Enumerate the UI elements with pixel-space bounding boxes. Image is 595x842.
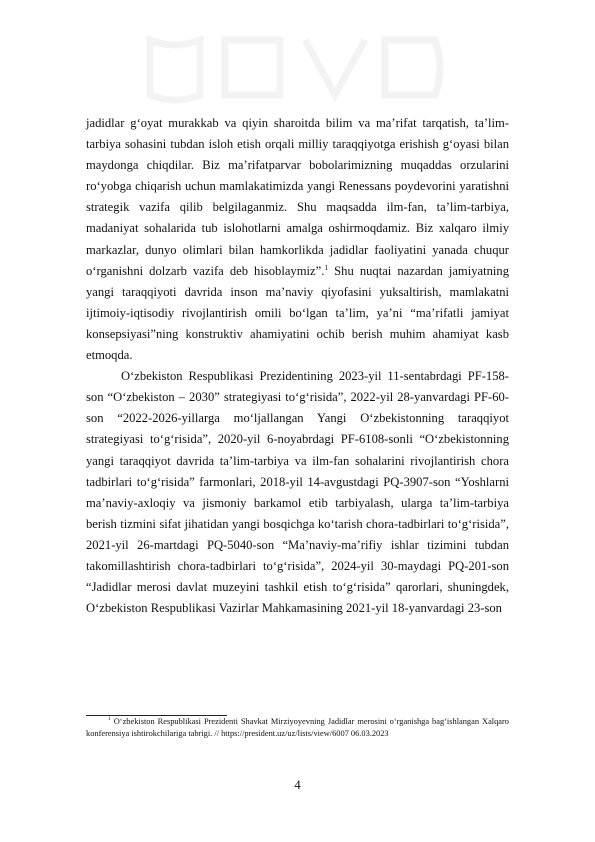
footnote-reference[interactable]: 1: [324, 262, 329, 272]
footnote-text: O‘zbekiston Respublikasi Prezidenti Shavkat Mirziyoyevning Jadidlar merosini o‘rganishga bag‘ishlangan Xalqaro konferensiya ishtirokchilariga tabrigi. // https://president.uz/uz/lists/view/6007 06.03.2023: [86, 717, 509, 738]
body-text: [86, 113, 509, 619]
footnote-mark: 1: [108, 716, 111, 723]
paragraph-1-continuation: Shu nuqtai nazardan jamiyatning yangi taraqqiyoti davrida inson ma’naviy qiyofasini yuksaltirish, mamlakatni ijtimoiy-iqtisodiy rivojlantirish omili bo‘lgan ta’lim, ya’ni “ma’rifatli jamiyat konsepsiyasi”ning konstruktiv ahamiyatini ochib berish muhim ahamiyat kasb etmoqda.: [86, 263, 509, 363]
footnote: [86, 716, 509, 740]
page-number: 4: [294, 778, 301, 792]
paragraph-2: O‘zbekiston Respublikasi Prezidentining 2023-yil 11-sentabrdagi PF-158-son “O‘zbekiston – 2030” strategiyasi to‘g‘risida”, 2022-yil 28-yanvardagi PF-60-son “2022-2026-yillarga mo‘ljallangan Yangi O‘zbekistonning taraqqiyot strategiyasi to‘g‘risida”, 2020-yil 6-noyabrdagi PF-6108-sonli “O‘zbekistonning yangi taraqqiyot davrida ta’lim-tarbiya va ilm-fan sohalarini rivojlantirish chora tadbirlari to‘g‘risida” farmonlari, 2018-yil 14-avgustdagi PQ-3907-son “Yoshlarni ma’naviy-axloqiy va jismoniy barkamol etib tarbiyalash, ularga ta’lim-tarbiya berish tizmini sifat jihatidan yangi bosqichga ko‘tarish chora-tadbirlari to‘g‘risida”, 2021-yil 26-martdagi PQ-5040-son “Ma’naviy-ma’rifiy ishlar tizimini tubdan takomillashtirish chora-tadbirlari to‘g‘risida”, 2024-yil 30-maydagi PQ-201-son “Jadidlar merosi davlat muzeyini tashkil etish to‘g‘risida” qarorlari, shuningdek, O‘zbekiston Respublikasi Vazirlar Mahkamasining 2021-yil 18-yanvardagi 23-son: [86, 369, 509, 616]
paragraph-1: [86, 113, 509, 366]
paragraph-1-text: jadidlar g‘oyat murakkab va qiyin sharoitda bilim va ma’rifat tarqatish, ta’lim-tarbiya sohasini tubdan isloh etish orqali milliy taraqqiyotga erishish g‘oyasi bilan maydonga chiqdilar. Biz ma’rifatparvar bobolarimizning muqaddas orzularini ro‘yobga chiqarish uchun mamlakatimizda yangi Renessans poydevorini yaratishni strategik vazifa qilib belgilaganmiz. Shu maqsadda ilm-fan, ta’lim-tarbiya, madaniyat sohalarida tub islohotlarni amalga oshirmoqdamiz. Biz xalqaro ilmiy markazlar, dunyo olimlari bilan hamkorlikda jadidlar faoliyatini yanada chuqur o‘rganishni dolzarb vazifa deb hisoblaymiz”.: [86, 116, 509, 278]
